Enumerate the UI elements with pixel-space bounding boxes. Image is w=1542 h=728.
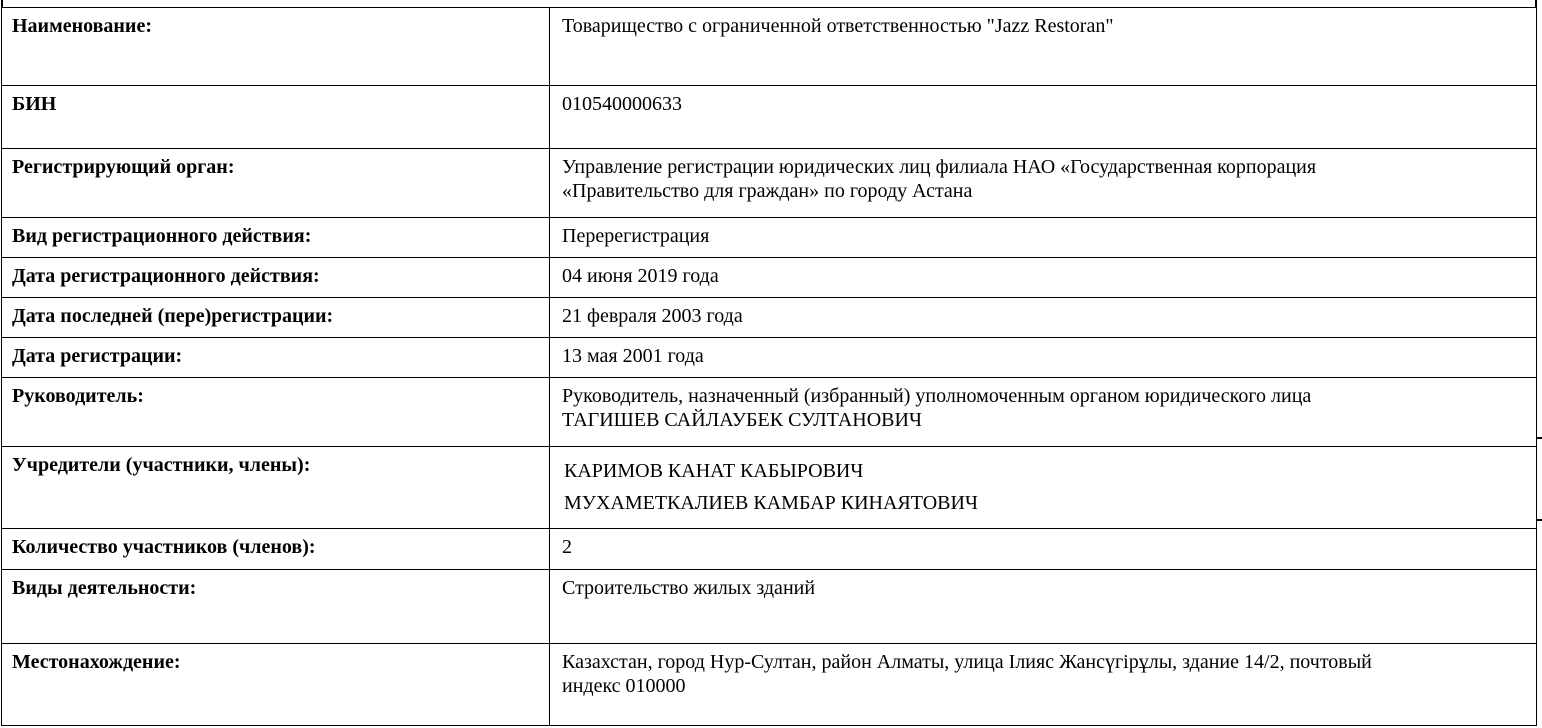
founder-item: КАРИМОВ КАНАТ КАБЫРОВИЧ bbox=[564, 460, 864, 482]
registration-table bbox=[1, 7, 1537, 726]
director-role: Руководитель, назначенный (избранный) уполномоченным органом юридического лица bbox=[562, 385, 1312, 407]
row-name bbox=[2, 8, 1537, 86]
row-location bbox=[2, 644, 1537, 726]
registering-body-value bbox=[550, 149, 1537, 218]
registration-date-label: Дата регистрации: bbox=[2, 338, 550, 378]
row-activities bbox=[2, 570, 1537, 644]
director-person: ТАГИШЕВ САЙЛАУБЕК СУЛТАНОВИЧ bbox=[562, 409, 922, 431]
last-reregistration-label: Дата последней (пере)регистрации: bbox=[2, 298, 550, 338]
registering-body-label: Регистрирующий орган: bbox=[2, 149, 550, 218]
director-label: Руководитель: bbox=[2, 378, 550, 447]
row-participants-count bbox=[2, 529, 1537, 570]
activities-label: Виды деятельности: bbox=[2, 570, 550, 644]
founders-label: Учредители (участники, члены): bbox=[2, 447, 550, 529]
registering-body-line-2: «Правительство для граждан» по городу Астана bbox=[562, 180, 973, 202]
row-bin bbox=[2, 86, 1537, 149]
action-type-label: Вид регистрационного действия: bbox=[2, 218, 550, 258]
row-action-type bbox=[2, 218, 1537, 258]
action-type-value: Перерегистрация bbox=[550, 218, 1537, 258]
row-founders bbox=[2, 447, 1537, 529]
participants-count-value: 2 bbox=[550, 529, 1537, 570]
location-line-1: Казахстан, город Нур-Султан, район Алматы, улица Ілияс Жансүгірұлы, здание 14/2, почтовый bbox=[562, 651, 1372, 673]
previous-table-border bbox=[1, 0, 1537, 7]
activities-value: Строительство жилых зданий bbox=[550, 570, 1537, 644]
name-label: Наименование: bbox=[2, 8, 550, 86]
row-registering-body bbox=[2, 149, 1537, 218]
registering-body-line-1: Управление регистрации юридических лиц филиала НАО «Государственная корпорация bbox=[562, 156, 1317, 178]
last-reregistration-value: 21 февраля 2003 года bbox=[550, 298, 1537, 338]
row-last-reregistration bbox=[2, 298, 1537, 338]
location-label: Местонахождение: bbox=[2, 644, 550, 726]
director-value bbox=[550, 378, 1537, 447]
bin-label: БИН bbox=[2, 86, 550, 149]
location-value bbox=[550, 644, 1537, 726]
founder-item: МУХАМЕТКАЛИЕВ КАМБАР КИНАЯТОВИЧ bbox=[564, 492, 978, 514]
border-stub bbox=[1537, 519, 1542, 521]
border-stub bbox=[1537, 437, 1542, 439]
row-director bbox=[2, 378, 1537, 447]
row-registration-date bbox=[2, 338, 1537, 378]
action-date-value: 04 июня 2019 года bbox=[550, 258, 1537, 298]
row-action-date bbox=[2, 258, 1537, 298]
founders-value bbox=[550, 447, 1537, 529]
name-value: Товарищество с ограниченной ответственностью "Jazz Restoran" bbox=[550, 8, 1537, 86]
participants-count-label: Количество участников (членов): bbox=[2, 529, 550, 570]
registration-date-value: 13 мая 2001 года bbox=[550, 338, 1537, 378]
action-date-label: Дата регистрационного действия: bbox=[2, 258, 550, 298]
bin-value: 010540000633 bbox=[550, 86, 1537, 149]
location-line-2: индекс 010000 bbox=[562, 675, 686, 697]
